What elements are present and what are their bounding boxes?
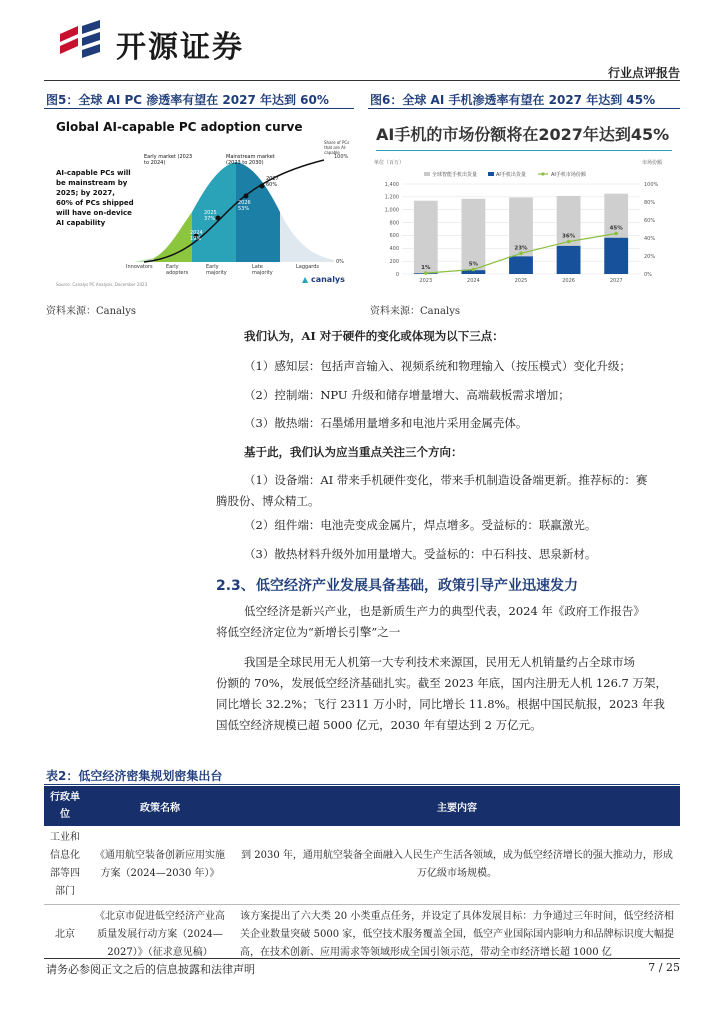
bar-ai	[604, 238, 628, 274]
paragraph-cooling: （3）散热端：石墨烯用量增多和电池片采用金属壳体。	[244, 416, 528, 430]
header-rule	[44, 80, 680, 81]
bar-ai	[509, 256, 533, 274]
share-data-label: 23%	[514, 245, 528, 252]
paragraph-component: （2）组件端：电池壳变成金属片，焊点增多。受益标的：联赢激光。	[244, 518, 597, 532]
label-innovators: Innovators	[126, 264, 153, 270]
paragraph-low-altitude-line2: 将低空经济定位为“新增长引擎”之一	[216, 625, 401, 639]
x-tick-label: 2025	[514, 278, 528, 284]
y-tick-left: 200	[389, 258, 399, 265]
unit-left-label: 单位（百万）	[374, 160, 405, 166]
canalys-mark-icon: ▲	[302, 275, 309, 284]
footer-rule	[44, 958, 680, 959]
bar-ai	[557, 246, 581, 274]
canalys-logo	[302, 275, 345, 284]
figure5-point-2025-label: 2025 37%	[204, 210, 217, 222]
x-tick-label: 2027	[609, 278, 623, 284]
y-tick-right: 60%	[644, 217, 656, 224]
figure5-rule	[44, 108, 354, 109]
unit-right-label: 市场份额	[642, 160, 663, 166]
y-tick-left: 1,200	[384, 194, 399, 201]
y-tick-left: 800	[389, 220, 399, 227]
policy-table	[44, 786, 680, 965]
figure6-source: 资料来源：Canalys	[370, 306, 460, 317]
header-content: 主要内容	[234, 786, 680, 826]
paragraph-ai-hardware-intro: 我们认为，AI 对于硬件的变化或体现为以下三点：	[244, 329, 504, 343]
legend-label-total: 全球智能手机出货量	[432, 172, 478, 178]
share-point	[614, 232, 618, 236]
legend-swatch-total	[424, 172, 430, 176]
y-tick-right: 0%	[644, 271, 652, 278]
share-point	[424, 271, 428, 275]
cell-unit: 北京	[55, 929, 75, 940]
table-header-row	[44, 786, 680, 826]
figure5-pct-0: 0%	[336, 259, 344, 265]
point-2027	[260, 184, 265, 189]
label-late-majority: Late majority	[252, 264, 273, 276]
figure5-footnote: Source: Canalys PC Analysis, December 2023	[56, 282, 148, 287]
share-data-label: 36%	[562, 233, 576, 240]
cell-content: 到 2030 年，通用航空装备全面融入人民生产生活各领域，成为低空经济增长的强大推动力，形成万亿级市场规模。	[234, 826, 680, 905]
adoption-curve-svg	[134, 150, 334, 270]
paragraph-drone-line1: 我国是全球民用无人机第一大专利技术来源国，民用无人机销量约占全球市场	[244, 655, 635, 669]
figure5-point-2024-label: 2024 19%	[190, 230, 203, 242]
figure5-chart	[46, 112, 352, 298]
paragraph-drone-line4: 国低空经济规模已超 5000 亿元，2030 年有望达到 2 万亿元。	[216, 718, 542, 732]
share-data-label: 5%	[468, 261, 479, 268]
figure6-svg	[370, 156, 676, 298]
y-tick-left: 600	[389, 233, 399, 240]
table-row	[44, 826, 680, 905]
footer-disclaimer: 请务必参阅正文之后的信息披露和法律声明	[46, 963, 255, 976]
paragraph-sensing: （1）感知层：包括声音输入、视频系统和物理输入（按压模式）变化升级；	[244, 359, 631, 373]
x-tick-label: 2024	[467, 278, 480, 284]
header-unit: 行政单位	[44, 786, 86, 826]
figure5-caption: 图5：全球 AI PC 渗透率有望在 2027 年达到 60%	[46, 93, 329, 107]
paragraph-drone-line2: 份额的 70%，发展低空经济基础扎实。截至 2023 年底，国内注册无人机 126.7 万架，	[216, 676, 668, 690]
bar-total	[414, 201, 438, 274]
table-row	[44, 905, 680, 966]
figure6-title: AI手机的市场份额将在2027年达到45%	[376, 125, 670, 144]
share-point	[519, 252, 523, 256]
y-tick-left: 1,400	[384, 181, 399, 188]
paragraph-focus-intro: 基于此，我们认为应当重点关注三个方向：	[244, 445, 463, 459]
figure5-point-2026-label: 2026 53%	[238, 200, 251, 212]
cell-policy: 《通用航空装备创新应用实施方案（2024—2030 年）》	[86, 826, 234, 905]
company-logo	[56, 20, 110, 64]
page-number: 7 / 25	[648, 961, 680, 974]
segment-laggards	[280, 212, 334, 262]
legend-marker-share	[541, 172, 544, 175]
cell-content: 该方案提出了六大类 20 小类重点任务，并设定了具体发展目标：力争通过三年时间，低空经济相关企业数量突破 5000 家，低空技术服务覆盖全国，低空产业国际国内影响力和品牌标识度大幅提高，在技术创新、应用需求等领域形成全国引领示范，带动全市经济增长超 1000 亿	[240, 911, 674, 958]
company-name: 开源证券	[116, 30, 244, 65]
paragraph-thermal: （3）散热材料升级外加用量增大。受益标的：中石科技、思泉新材。	[244, 547, 597, 561]
figure6-chart	[370, 112, 676, 298]
x-tick-label: 2023	[419, 278, 433, 284]
share-point	[567, 240, 571, 244]
share-data-label: 45%	[609, 225, 623, 232]
figure5-mainstream-market: Mainstream market (2023 to 2030)	[226, 154, 275, 166]
point-2026	[244, 194, 249, 199]
table2-caption-rule	[44, 784, 680, 785]
figure6-title-underline	[376, 150, 672, 151]
paragraph-control: （2）控制端：NPU 升级和储存增量增大、高端载板需求增加；	[244, 388, 570, 402]
paragraph-drone-line3: 同比增长 32.2%；飞行 2311 万小时，同比增长 11.8%。根据中国民航报，2023 年我	[216, 697, 665, 711]
paragraph-low-altitude-line1: 低空经济是新兴产业，也是新质生产力的典型代表，2024 年《政府工作报告》	[244, 604, 645, 618]
share-data-label: 1%	[421, 265, 431, 272]
figure6-caption: 图6：全球 AI 手机渗透率有望在 2027 年达到 45%	[370, 93, 656, 107]
header-policy: 政策名称	[86, 786, 234, 826]
paragraph-device-line2: 腾股份、博众精工。	[216, 494, 320, 508]
y-tick-right: 20%	[644, 253, 656, 260]
cell-policy: 《北京市促进低空经济产业高质量发展行动方案（2024—2027）》（征求意见稿）	[95, 911, 225, 958]
y-tick-right: 40%	[644, 235, 656, 242]
figure5-point-2027-label: 2027 60%	[266, 176, 279, 188]
legend-swatch-ai	[488, 172, 494, 176]
y-tick-right: 80%	[644, 199, 656, 206]
section-title: 低空经济产业发展具备基础，政策引导产业迅速发力	[256, 578, 578, 594]
figure5-early-market: Early market (2023 to 2024)	[144, 154, 193, 166]
label-laggards: Laggards	[296, 264, 320, 270]
figure5-source: 资料来源：Canalys	[46, 306, 136, 317]
figure5-pct-100: 100%	[334, 154, 349, 160]
figure5-left-note: AI-capable PCs will be mainstream by 2025; by 2027, 60% of PCs shipped will have on-device AI capability	[56, 169, 134, 227]
label-early-majority: Early majority	[206, 264, 227, 276]
figure6-rule	[368, 108, 680, 109]
canalys-brand: canalys	[310, 275, 345, 284]
y-tick-left: 400	[389, 246, 399, 253]
paragraph-device-line1: （1）设备端：AI 带来手机硬件变化，带来手机制造设备端更新。推荐标的：赛	[244, 473, 648, 487]
figure5-title: Global AI-capable PC adoption curve	[56, 120, 303, 134]
y-tick-right: 100%	[644, 181, 659, 188]
x-tick-label: 2026	[562, 278, 575, 284]
table2-caption: 表2：低空经济密集规划密集出台	[46, 769, 223, 783]
y-tick-left: 0	[395, 271, 399, 278]
label-early-adopters: Early adopters	[166, 264, 189, 276]
share-point	[472, 268, 476, 272]
legend-label-share: AI手机市场份额	[551, 172, 586, 178]
y-tick-left: 1,000	[384, 207, 399, 214]
legend-label-ai: AI手机出货量	[496, 172, 526, 178]
report-type: 行业点评报告	[607, 66, 680, 80]
figure5-share-note: Share of PCs that are AI-capable	[324, 140, 350, 155]
section-number: 2.3、	[216, 578, 255, 594]
cell-unit: 工业和信息化部等四部门	[44, 826, 86, 905]
